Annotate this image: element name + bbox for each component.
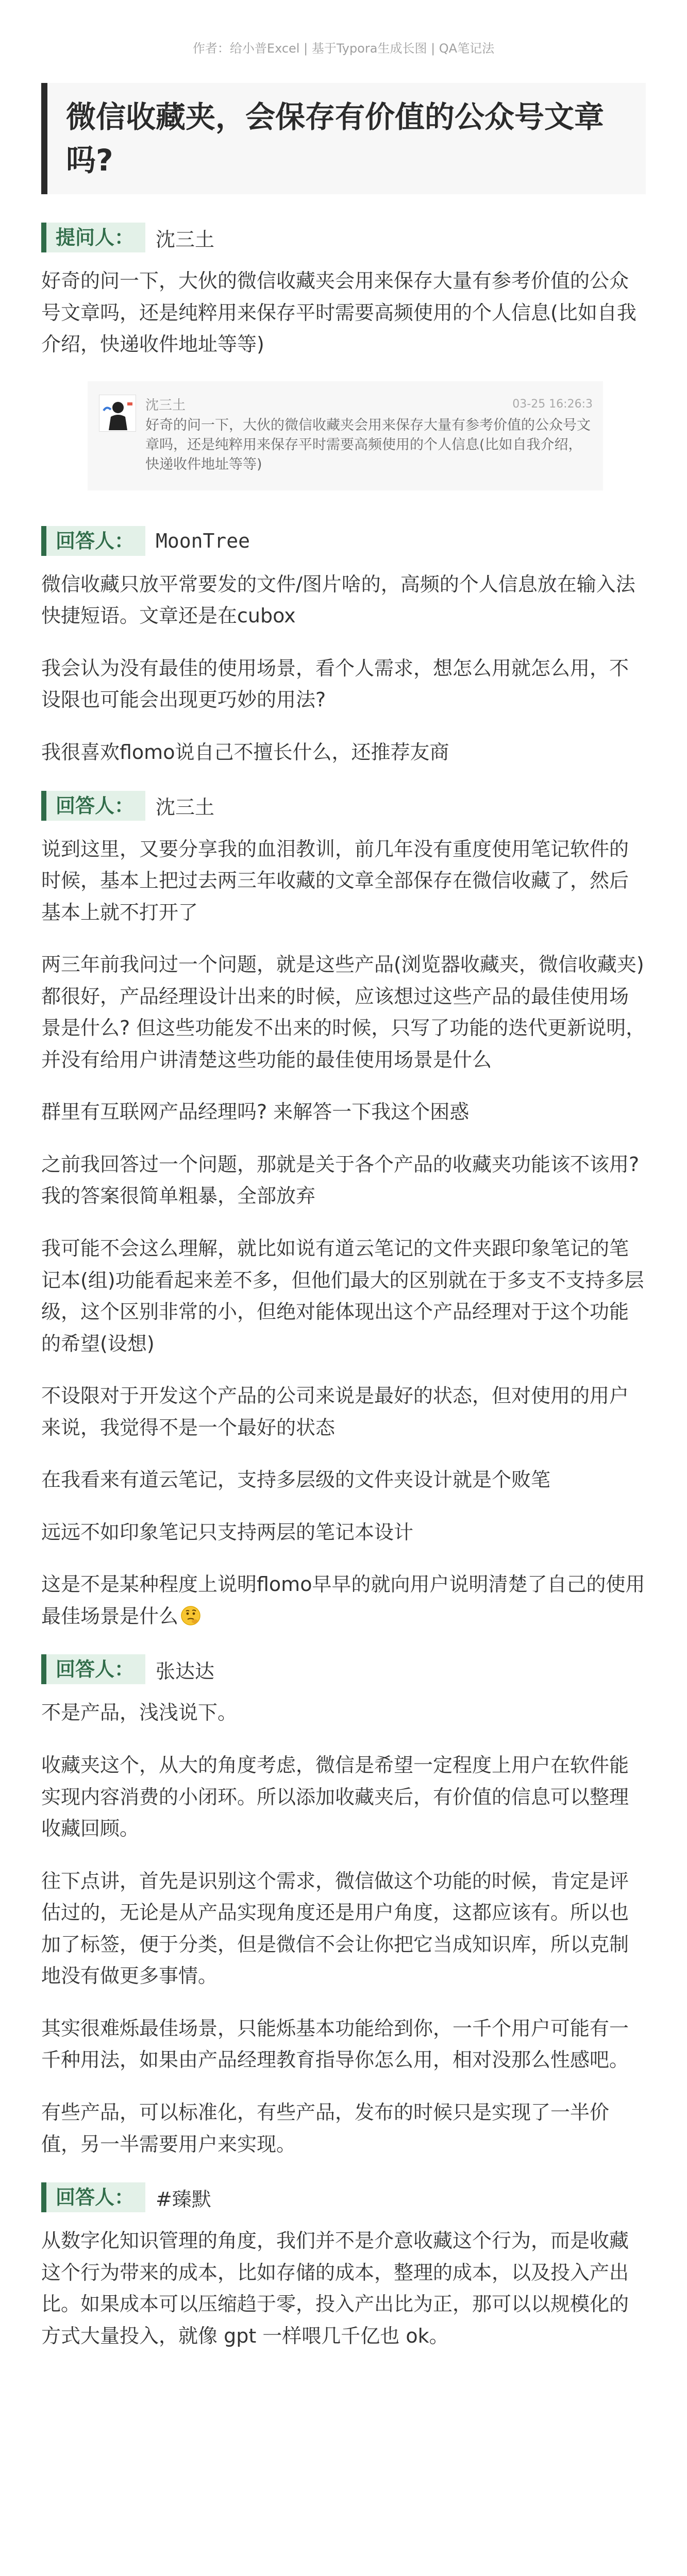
answer-section-1	[41, 524, 646, 769]
answer-paragraph: 我可能不会这么理解，就比如说有道云笔记的文件夹跟印象笔记的笔记本(组)功能看起来差不多，但他们最大的区别就在于多支不支持多层级，这个区别非常的小，但绝对能体现出这个产品经理对于这个功能的希望(设想)	[41, 1237, 644, 1355]
answer-paragraph: 不设限对于开发这个产品的公司来说是最好的状态，但对使用的用户来说，我觉得不是一个最好的状态	[41, 1384, 629, 1439]
questioner-name: 沈三土	[156, 228, 215, 251]
title-box	[41, 83, 646, 194]
answer-paragraph: 远远不如印象笔记只支持两层的笔记本设计	[41, 1520, 414, 1544]
answer-tag-line	[41, 1653, 646, 1686]
thinking-face-emoji-icon	[180, 1604, 201, 1624]
answerer-tag: 回答人：	[41, 2182, 145, 2212]
question-paragraph: 好奇的问一下，大伙的微信收藏夹会用来保存大量有参考价值的公众号文章吗，还是纯粹用来保存平时需要高频使用的个人信息(比如自我介绍，快递收件地址等等)	[41, 269, 636, 356]
answerer-name: #臻默	[156, 2188, 211, 2211]
answerer-tag: 回答人：	[41, 526, 145, 556]
answer-tag-line	[41, 789, 646, 822]
answer-paragraph: 从数字化知识管理的角度，我们并不是介意收藏这个行为，而是收藏这个行为带来的成本，比如存储的成本，整理的成本，以及投入产出比。如果成本可以压缩趋于零，投入产出比为正，那可以以规模化的方式大量投入，就像 gpt 一样喂几千亿也 ok。	[41, 2229, 629, 2347]
question-section	[41, 221, 646, 490]
answer-paragraph: 往下点讲，首先是识别这个需求，微信做这个功能的时候，肯定是评估过的，无论是从产品实现角度还是用户角度，这都应该有。所以也加了标签，便于分类，但是微信不会让你把它当成知识库，所以克制地没有做更多事情。	[41, 1869, 629, 1988]
quoted-message-header	[145, 395, 593, 414]
quoted-message-body	[145, 395, 593, 475]
answer-paragraph: 在我看来有道云笔记，支持多层级的文件夹设计就是个败笔	[41, 1468, 551, 1492]
answer-paragraph: 其实很难烁最佳场景，只能烁基本功能给到你，一千个用户可能有一千种用法，如果由产品经理教育指导你怎么用，相对没那么性感吧。	[41, 2016, 629, 2072]
quoted-timestamp: 03-25 16:26:3	[512, 397, 593, 411]
answer-paragraph: 我很喜欢flomo说自己不擅长什么，还推荐友商	[41, 741, 449, 764]
answer-paragraph: 收藏夹这个，从大的角度考虑，微信是希望一定程度上用户在软件能实现内容消费的小闭环。所以添加收藏夹后，有价值的信息可以整理收藏回顾。	[41, 1754, 629, 1840]
quoted-text: 好奇的问一下，大伙的微信收藏夹会用来保存大量有参考价值的公众号文章吗，还是纯粹用来保存平时需要高频使用的个人信息(比如自我介绍，快递收件地址等等)	[145, 417, 591, 473]
answerer-tag: 回答人：	[41, 1654, 145, 1684]
quoted-message-card	[88, 381, 603, 490]
questioner-tag: 提问人：	[41, 223, 145, 252]
answer-tag-line	[41, 524, 646, 557]
answerer-tag: 回答人：	[41, 791, 145, 821]
answer-section-4	[41, 2181, 646, 2352]
answer-paragraph-text: 这是不是某种程度上说明flomo早早的就向用户说明清楚了自己的使用最佳场景是什么	[41, 1573, 645, 1628]
answerer-name: 张达达	[156, 1659, 215, 1683]
answer-paragraph: 两三年前我问过一个问题，就是这些产品(浏览器收藏夹，微信收藏夹)都很好，产品经理设计出来的时候，应该想过这些产品的最佳使用场景是什么? 但这些功能发不出来的时候，只写了功能的迭代更新说明，并没有给用户讲清楚这些功能的最佳使用场景是什么	[41, 953, 646, 1071]
answer-paragraph: 我会认为没有最佳的使用场景，看个人需求，想怎么用就怎么用，不设限也可能会出现更巧妙的用法?	[41, 656, 629, 711]
answer-paragraph: 群里有互联网产品经理吗? 来解答一下我这个困惑	[41, 1100, 470, 1124]
byline: 作者：给小普Excel | 基于Typora生成长图 | QA笔记法	[192, 41, 495, 56]
answerer-name: 沈三土	[156, 796, 215, 819]
answerer-name: MoonTree	[156, 529, 250, 552]
quoted-author: 沈三土	[145, 397, 186, 413]
page-title: 微信收藏夹，会保存有价值的公众号文章吗?	[66, 99, 605, 178]
answer-paragraph: 有些产品，可以标准化，有些产品，发布的时候只是实现了一半价值，另一半需要用户来实现。	[41, 2100, 610, 2156]
answer-tag-line	[41, 2181, 646, 2214]
answer-paragraph: 微信收藏只放平常要发的文件/图片啥的，高频的个人信息放在输入法快捷短语。文章还是在cubox	[41, 572, 635, 628]
answer-section-3	[41, 1653, 646, 2160]
user-avatar-icon	[99, 395, 136, 432]
answer-paragraph: 之前我回答过一个问题，那就是关于各个产品的收藏夹功能该不该用? 我的答案很简单粗暴，全部放弃	[41, 1153, 640, 1208]
answer-paragraph: 说到这里，又要分享我的血泪教训，前几年没有重度使用笔记软件的时候，基本上把过去两三年收藏的文章全部保存在微信收藏了，然后基本上就不打开了	[41, 837, 629, 924]
question-tag-line	[41, 221, 646, 254]
answer-paragraph: 不是产品，浅浅说下。	[41, 1701, 238, 1724]
answer-paragraph-with-emoji	[41, 1569, 646, 1632]
answer-section-2	[41, 789, 646, 1633]
